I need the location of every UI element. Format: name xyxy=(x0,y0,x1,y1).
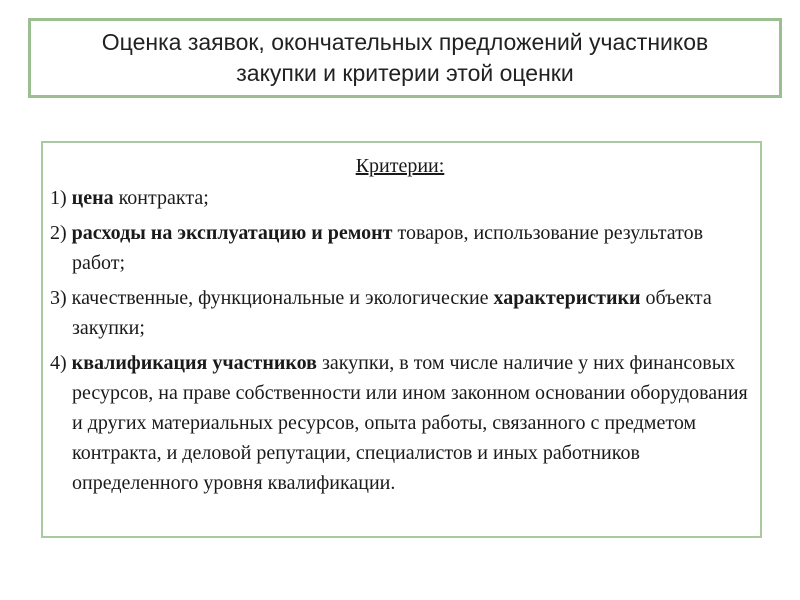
item-text: товаров, использование результатов работ; xyxy=(72,222,704,274)
slide-title-line-2: закупки и критерии этой оценки xyxy=(236,60,574,86)
criteria-item-3 xyxy=(50,283,750,343)
item-number: 1) xyxy=(50,187,67,209)
item-keyword: характеристики xyxy=(493,287,641,309)
slide-title-line-1: Оценка заявок, окончательных предложений участников xyxy=(101,29,709,55)
item-prefix-text: качественные, функциональные и экологические xyxy=(71,287,489,309)
item-text: контракта; xyxy=(118,187,209,209)
criteria-item-4 xyxy=(50,348,750,498)
criteria-item-1 xyxy=(50,183,750,213)
item-text: объекта закупки; xyxy=(72,287,712,339)
criteria-item-2 xyxy=(50,218,750,278)
item-keyword: цена xyxy=(71,187,114,209)
item-keyword: квалификация участников xyxy=(71,352,317,374)
item-number: 3) xyxy=(50,287,67,309)
item-number: 4) xyxy=(50,352,67,374)
criteria-box xyxy=(41,141,762,538)
item-text: закупки, в том числе наличие у них финансовых ресурсов, на праве собственности или ином законном основании оборудования и других материальных ресурсов, опыта работы, связанного с предметом контракта, и деловой репутации, специалистов и иных работников определенного уровня квалификации. xyxy=(72,352,748,494)
slide-title-box xyxy=(28,18,782,98)
item-number: 2) xyxy=(50,222,67,244)
criteria-heading: Критерии: xyxy=(355,155,445,177)
item-keyword: расходы на эксплуатацию и ремонт xyxy=(71,222,393,244)
